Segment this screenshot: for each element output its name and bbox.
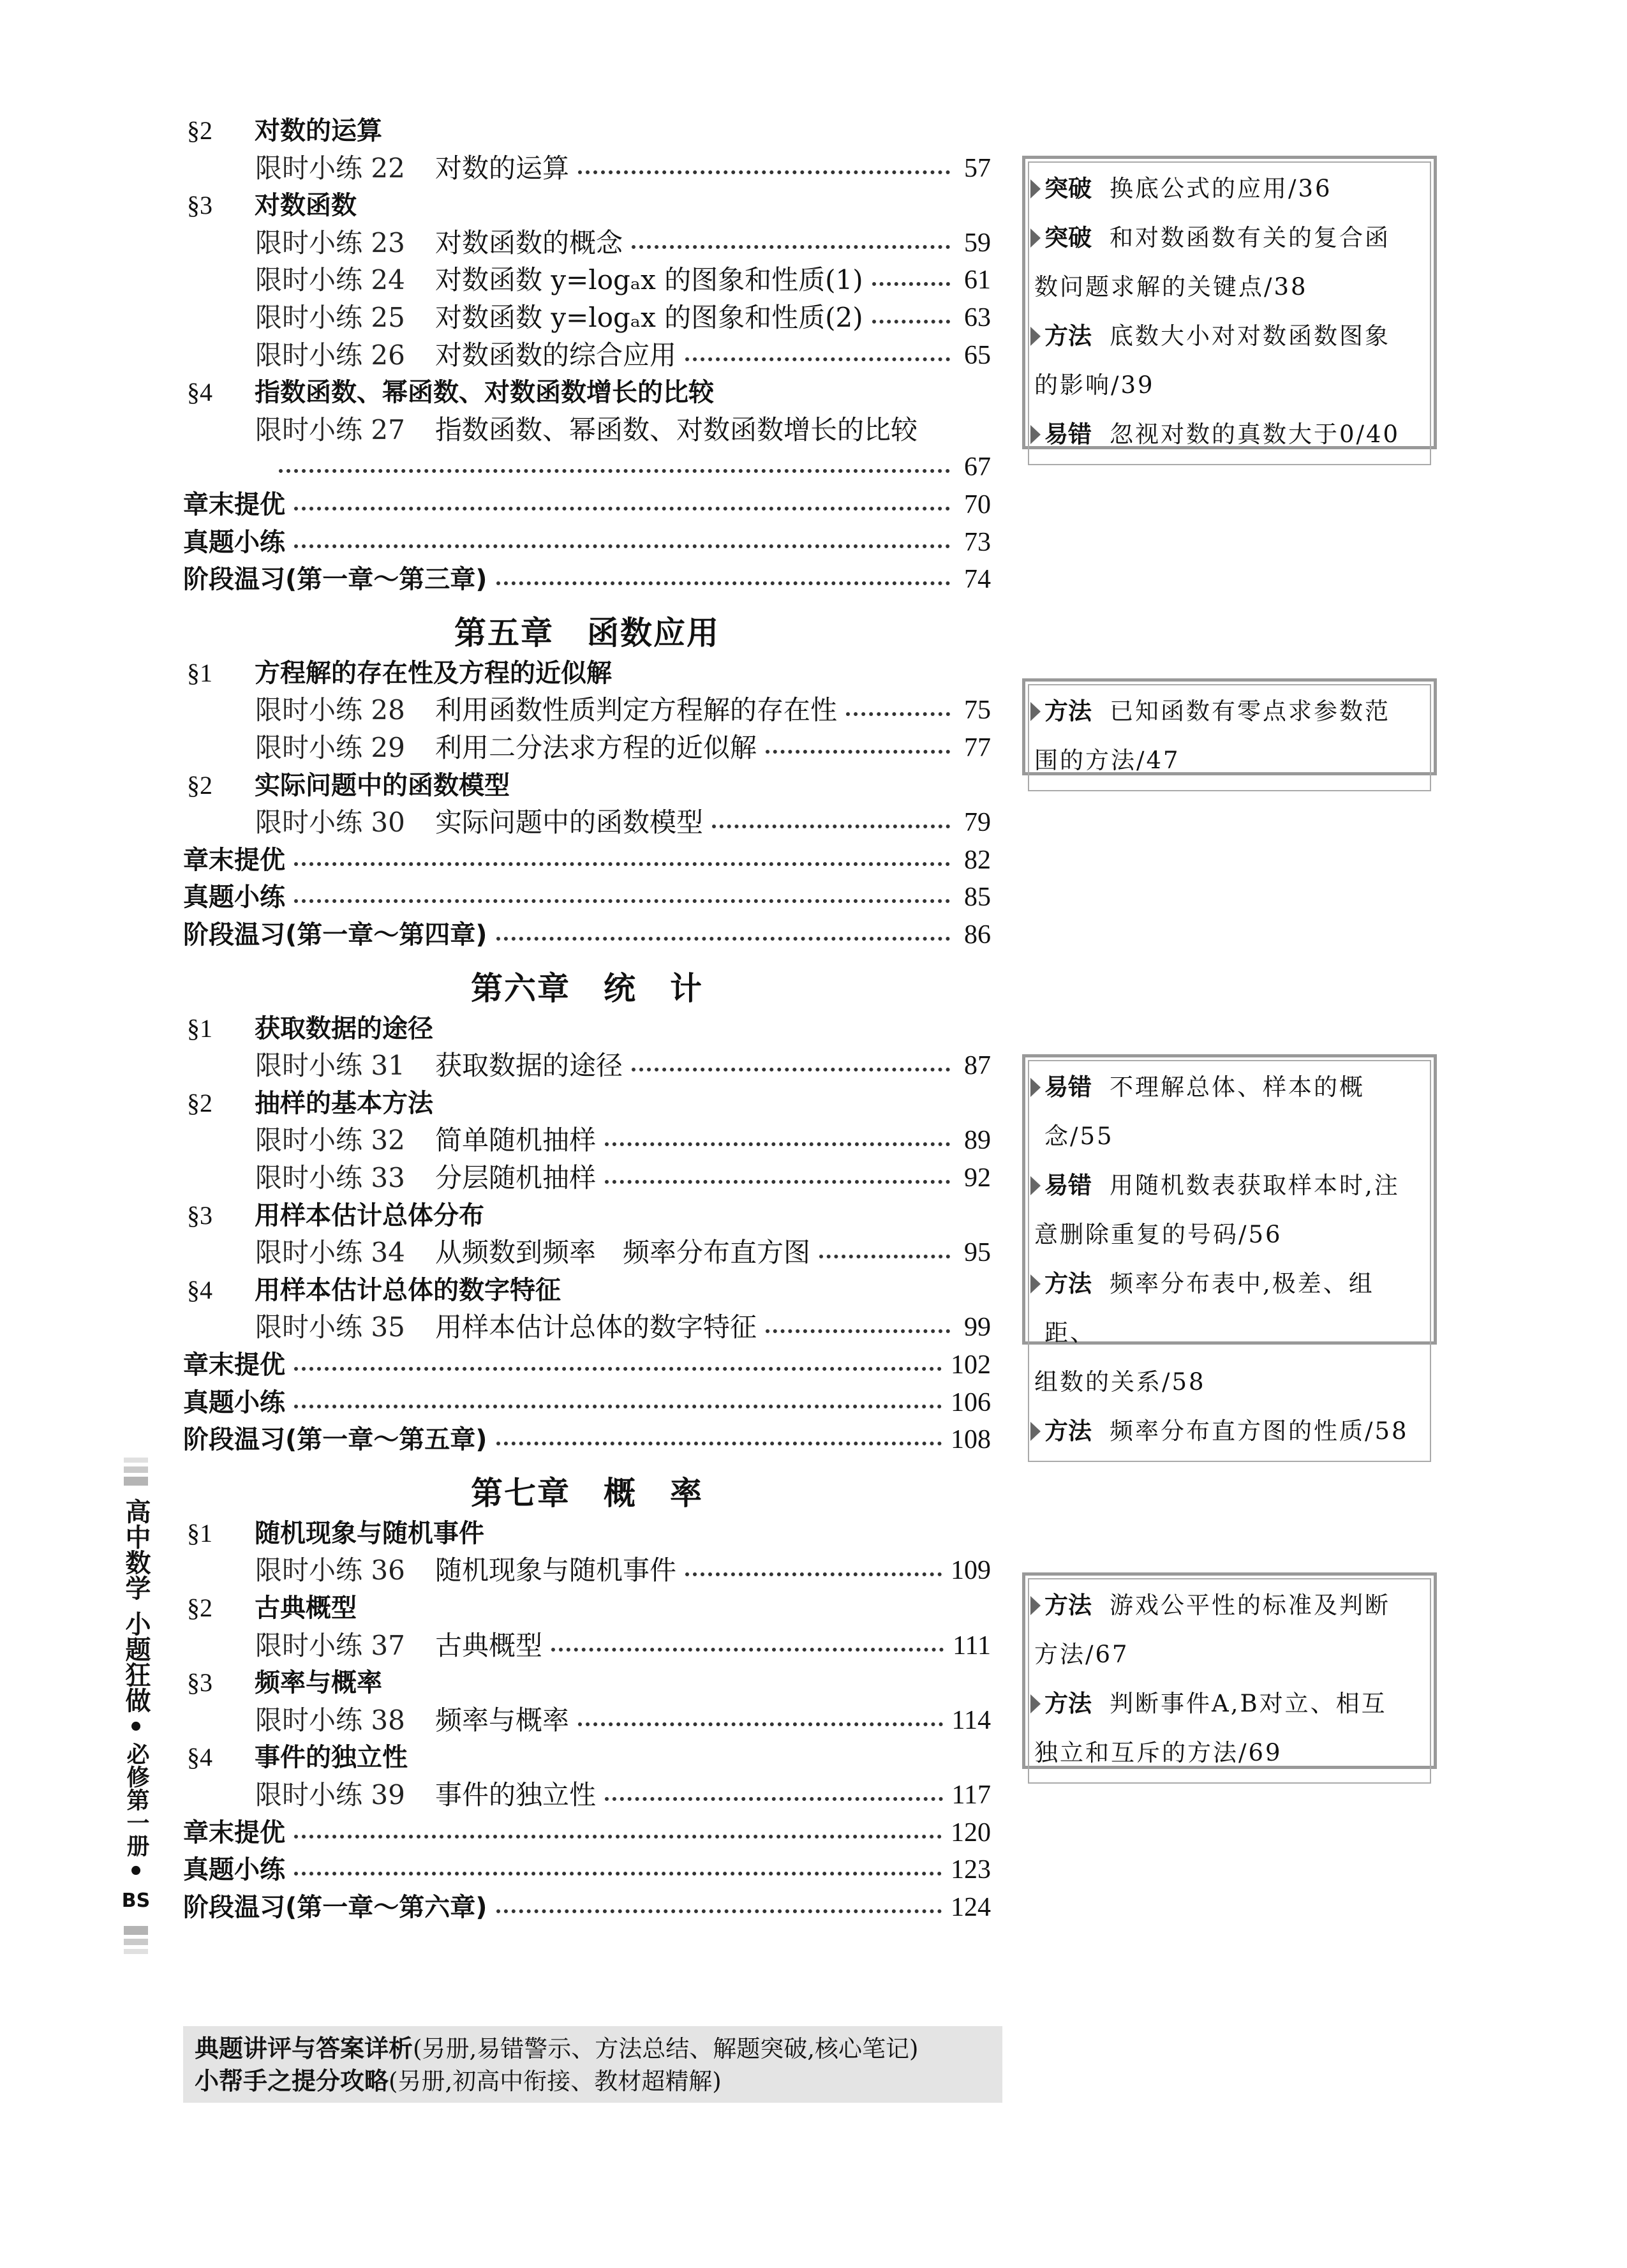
leader-dots <box>685 357 950 361</box>
tip-kind: 方法 <box>1044 1270 1092 1297</box>
leader-dots <box>294 544 950 548</box>
leader-dots <box>496 937 950 941</box>
toc-row[interactable] <box>183 1160 991 1197</box>
section-heading <box>183 1197 991 1234</box>
toc-row[interactable] <box>183 804 991 841</box>
page-number: 95 <box>964 1238 991 1268</box>
decor-bar <box>124 1949 148 1954</box>
toc-row[interactable] <box>183 1851 991 1888</box>
tip-text: 判断事件A,B对立、相互 <box>1110 1690 1387 1717</box>
summary-label: 阶段温习(第一章～第四章) <box>183 920 487 950</box>
practice-label: 限时小练 26 <box>255 339 405 371</box>
section-heading <box>183 1590 991 1627</box>
page-number: 82 <box>964 845 991 875</box>
chapter-heading <box>183 963 991 1008</box>
page-number: 63 <box>964 303 991 332</box>
leader-dots <box>766 1329 950 1333</box>
section-number: §4 <box>187 378 212 407</box>
tip-text: 不理解总体、样本的概念/55 <box>1044 1073 1365 1150</box>
practice-topic: 事件的独立性 <box>435 1779 597 1810</box>
toc-row[interactable] <box>183 916 991 953</box>
toc-row[interactable] <box>183 1384 991 1421</box>
tips-box <box>1022 1572 1437 1769</box>
toc-row[interactable] <box>183 692 991 729</box>
section-number: §1 <box>187 1518 212 1548</box>
page-number: 108 <box>951 1425 991 1455</box>
page-number: 99 <box>964 1313 991 1343</box>
tip-kind: 方法 <box>1044 322 1092 350</box>
section-number: §4 <box>187 1275 212 1304</box>
tip-text: 和对数函数有关的复合函 <box>1110 224 1390 251</box>
tip-item <box>1034 213 1425 311</box>
page-number: 59 <box>964 228 991 258</box>
tip-text: 频率分布表中,极差、组距、 <box>1044 1270 1374 1347</box>
tip-text: 换底公式的应用/36 <box>1110 175 1332 202</box>
page-number: 109 <box>951 1556 991 1586</box>
tip-item <box>1034 1406 1425 1456</box>
leader-dots <box>605 1797 943 1801</box>
tip-text: 用随机数表获取样本时,注 <box>1110 1172 1400 1199</box>
tip-item <box>1034 164 1425 213</box>
tip-item <box>1034 687 1425 785</box>
page-number: 87 <box>964 1051 991 1081</box>
toc-row[interactable] <box>183 262 991 299</box>
tip-item <box>1034 410 1425 459</box>
decor-bar <box>124 1458 148 1463</box>
practice-label: 限时小练 25 <box>255 302 405 333</box>
chapter-heading <box>183 1468 991 1512</box>
tip-item <box>1034 1581 1425 1679</box>
summary-label: 真题小练 <box>183 1855 285 1885</box>
section-title: 事件的独立性 <box>255 1743 408 1773</box>
leader-dots <box>578 1722 943 1726</box>
toc-row[interactable] <box>183 225 991 262</box>
section-title: 对数函数 <box>255 191 357 221</box>
triangle-right-icon <box>1030 1176 1041 1195</box>
toc-row[interactable] <box>183 1047 991 1084</box>
summary-label: 章末提优 <box>183 845 285 875</box>
toc-row[interactable] <box>183 842 991 879</box>
page-number: 70 <box>964 490 991 519</box>
practice-label: 限时小练 38 <box>255 1704 405 1736</box>
summary-label: 阶段温习(第一章～第三章) <box>183 565 487 595</box>
section-heading <box>183 767 991 804</box>
page-number: 61 <box>964 265 991 295</box>
supplement-line <box>195 2033 991 2065</box>
practice-topic: 用样本估计总体的数字特征 <box>435 1311 757 1343</box>
practice-label: 限时小练 23 <box>255 227 405 258</box>
chapter-title: 第七章 概 率 <box>471 1474 703 1512</box>
tip-kind: 方法 <box>1044 1592 1092 1619</box>
spine-edition: BS <box>121 1890 151 1912</box>
section-number: §2 <box>187 116 212 145</box>
page-number: 89 <box>964 1126 991 1156</box>
tip-kind: 突破 <box>1044 175 1092 202</box>
section-heading <box>183 112 991 149</box>
practice-label: 限时小练 35 <box>255 1311 405 1343</box>
decor-bar <box>124 1466 148 1473</box>
practice-label: 限时小练 31 <box>255 1050 405 1082</box>
practice-topic: 古典概型 <box>435 1629 543 1661</box>
practice-label: 限时小练 24 <box>255 264 405 296</box>
tip-text: 忽视对数的真数大于0/40 <box>1110 421 1400 448</box>
leader-dots <box>294 862 950 866</box>
tip-item <box>1034 1259 1425 1406</box>
toc-row[interactable] <box>183 1347 991 1384</box>
page-number: 79 <box>964 808 991 838</box>
spine-subject: 高中数学 <box>121 1498 151 1600</box>
toc-row[interactable] <box>183 486 991 523</box>
toc-row[interactable] <box>183 879 991 916</box>
section-heading <box>183 1664 991 1701</box>
practice-topic: 对数函数 y=logₐx 的图象和性质(1) <box>435 264 863 296</box>
leader-dots <box>551 1648 944 1652</box>
triangle-right-icon <box>1030 1596 1041 1615</box>
tip-text: 已知函数有零点求参数范 <box>1110 698 1390 725</box>
leader-dots <box>685 1572 942 1576</box>
leader-dots <box>712 824 950 828</box>
triangle-right-icon <box>1030 179 1041 198</box>
leader-dots <box>766 750 950 754</box>
page-number: 111 <box>953 1630 991 1660</box>
practice-topic: 获取数据的途径 <box>435 1050 623 1082</box>
practice-label: 限时小练 39 <box>255 1779 405 1810</box>
toc-row[interactable] <box>183 1814 991 1851</box>
spine-dot: • <box>128 1857 144 1886</box>
tip-kind: 方法 <box>1044 1690 1092 1717</box>
section-number: §3 <box>187 191 212 220</box>
section-number: §1 <box>187 658 212 687</box>
section-number: §1 <box>187 1013 212 1043</box>
practice-topic: 利用二分法求方程的近似解 <box>435 732 757 763</box>
practice-topic: 对数函数 y=logₐx 的图象和性质(2) <box>435 302 863 333</box>
page-number: 73 <box>964 527 991 557</box>
section-number: §4 <box>187 1743 212 1772</box>
supplement-title: 小帮手之提分攻略 <box>195 2067 389 2095</box>
leader-dots <box>872 320 950 324</box>
practice-label: 限时小练 37 <box>255 1629 405 1661</box>
tip-kind: 易错 <box>1044 421 1092 448</box>
triangle-right-icon <box>1030 1422 1041 1441</box>
leader-dots <box>632 1068 950 1071</box>
tip-item <box>1034 1161 1425 1259</box>
toc-row[interactable] <box>183 729 991 766</box>
page-number: 65 <box>964 340 991 370</box>
tip-item <box>1034 1063 1425 1161</box>
toc-row[interactable] <box>183 1421 991 1458</box>
section-title: 用样本估计总体的数字特征 <box>255 1275 561 1305</box>
summary-label: 真题小练 <box>183 1387 285 1417</box>
section-heading <box>183 374 991 411</box>
spine-series: 小题狂做 <box>121 1611 151 1713</box>
leader-dots <box>819 1255 950 1258</box>
page-number: 67 <box>964 452 991 482</box>
practice-topic: 简单随机抽样 <box>435 1124 597 1156</box>
summary-label: 阶段温习(第一章～第六章) <box>183 1892 487 1922</box>
section-title: 方程解的存在性及方程的近似解 <box>255 658 612 688</box>
page-number: 74 <box>964 565 991 595</box>
tips-box <box>1022 1054 1437 1445</box>
triangle-right-icon <box>1030 1274 1041 1294</box>
book-spine-title <box>120 1458 152 1958</box>
leader-dots <box>294 1405 942 1408</box>
supplement-line <box>195 2065 991 2098</box>
tip-kind: 方法 <box>1044 698 1092 725</box>
toc-row[interactable] <box>183 1777 991 1814</box>
leader-dots <box>605 1180 950 1184</box>
tip-text-continued: 围的方法/47 <box>1034 747 1180 774</box>
triangle-right-icon <box>1030 1078 1041 1097</box>
section-heading <box>183 1515 991 1552</box>
decor-bar <box>124 1926 148 1935</box>
toc-row[interactable] <box>183 299 991 336</box>
decor-bar <box>124 1939 148 1945</box>
decor-bar <box>124 1477 148 1486</box>
leader-dots <box>294 899 950 903</box>
leader-dots <box>279 469 950 473</box>
tip-text-continued: 方法/67 <box>1034 1641 1129 1668</box>
page-number: 77 <box>964 733 991 763</box>
section-heading <box>183 1010 991 1047</box>
section-title: 随机现象与随机事件 <box>255 1518 484 1548</box>
tip-text: 游戏公平性的标准及判断 <box>1110 1592 1390 1619</box>
page-number: 120 <box>951 1817 991 1847</box>
section-heading <box>183 187 991 224</box>
spine-volume: 必修第一册 <box>123 1742 149 1857</box>
section-number: §3 <box>187 1668 212 1697</box>
triangle-right-icon <box>1030 425 1041 444</box>
page-number: 85 <box>964 883 991 913</box>
summary-label: 阶段温习(第一章～第五章) <box>183 1425 487 1455</box>
leader-dots <box>605 1142 950 1146</box>
leader-dots <box>294 1872 942 1876</box>
tip-text-continued: 意删除重复的号码/56 <box>1034 1221 1282 1248</box>
leader-dots <box>294 507 950 511</box>
page-number: 92 <box>964 1163 991 1193</box>
leader-dots <box>294 1367 942 1371</box>
page-number: 123 <box>951 1855 991 1885</box>
chapter-heading <box>183 608 991 652</box>
section-number: §2 <box>187 770 212 800</box>
tip-kind: 易错 <box>1044 1172 1092 1199</box>
page-number: 75 <box>964 696 991 726</box>
summary-label: 章末提优 <box>183 1817 285 1847</box>
triangle-right-icon <box>1030 228 1041 248</box>
practice-topic: 指数函数、幂函数、对数函数增长的比较 <box>435 414 918 445</box>
summary-label: 章末提优 <box>183 1350 285 1380</box>
toc-row[interactable] <box>183 1889 991 1926</box>
toc-row[interactable] <box>183 1122 991 1159</box>
tip-text: 底数大小对对数函数图象 <box>1110 322 1390 350</box>
practice-topic: 对数函数的综合应用 <box>435 339 677 371</box>
practice-topic: 从频数到频率 频率分布直方图 <box>435 1237 811 1269</box>
section-heading <box>183 1739 991 1776</box>
toc-row[interactable] <box>183 449 991 486</box>
tip-kind: 方法 <box>1044 1417 1092 1445</box>
leader-dots <box>496 1442 942 1445</box>
chapter-title: 第六章 统 计 <box>471 969 703 1007</box>
practice-label: 限时小练 30 <box>255 807 405 839</box>
practice-topic: 对数函数的概念 <box>435 227 623 258</box>
practice-topic: 利用函数性质判定方程解的存在性 <box>435 694 838 726</box>
practice-topic: 随机现象与随机事件 <box>435 1555 677 1586</box>
leader-dots <box>632 245 950 249</box>
summary-label: 真题小练 <box>183 883 285 913</box>
tip-text-continued: 数问题求解的关键点/38 <box>1034 273 1308 301</box>
page-number: 106 <box>951 1387 991 1417</box>
section-number: §3 <box>187 1200 212 1230</box>
supplement-title: 典题讲评与答案详析 <box>195 2034 413 2063</box>
tip-item <box>1034 311 1425 410</box>
practice-label: 限时小练 22 <box>255 152 405 184</box>
summary-label: 真题小练 <box>183 527 285 557</box>
toc-row[interactable] <box>183 561 991 598</box>
triangle-right-icon <box>1030 702 1041 721</box>
practice-label: 限时小练 29 <box>255 732 405 763</box>
page-number: 86 <box>964 920 991 950</box>
summary-label: 章末提优 <box>183 490 285 519</box>
practice-topic: 频率与概率 <box>435 1704 570 1736</box>
section-title: 古典概型 <box>255 1593 357 1623</box>
practice-label: 限时小练 33 <box>255 1162 405 1193</box>
practice-topic: 分层随机抽样 <box>435 1162 597 1193</box>
section-title: 抽样的基本方法 <box>255 1088 433 1118</box>
tip-kind: 突破 <box>1044 224 1092 251</box>
toc-row[interactable] <box>183 1702 991 1739</box>
leader-dots <box>578 170 950 174</box>
supplement-note: (另册,易错警示、方法总结、解题突破,核心笔记) <box>413 2035 919 2063</box>
supplement-note: (另册,初高中衔接、教材超精解) <box>389 2068 722 2095</box>
toc-row[interactable] <box>183 1309 991 1346</box>
leader-dots <box>294 1835 942 1839</box>
practice-label: 限时小练 32 <box>255 1124 405 1156</box>
practice-topic: 实际问题中的函数模型 <box>435 807 704 839</box>
leader-dots <box>846 712 950 716</box>
page-number: 117 <box>951 1780 991 1810</box>
practice-label: 限时小练 28 <box>255 694 405 726</box>
tip-item <box>1034 1679 1425 1777</box>
supplement-notes <box>183 2026 1002 2103</box>
toc-row[interactable] <box>183 337 991 374</box>
toc-row[interactable] <box>183 412 991 449</box>
toc-row[interactable] <box>183 1234 991 1271</box>
leader-dots <box>496 581 950 585</box>
leader-dots <box>872 282 950 286</box>
section-heading <box>183 1085 991 1122</box>
page-number: 124 <box>951 1892 991 1922</box>
leader-dots <box>496 1909 942 1913</box>
toc-row[interactable] <box>183 524 991 561</box>
toc-row[interactable] <box>183 1552 991 1589</box>
tips-box <box>1022 678 1437 775</box>
page-number: 114 <box>951 1705 991 1735</box>
page-number: 102 <box>951 1350 991 1380</box>
tips-box <box>1022 156 1437 449</box>
section-title: 指数函数、幂函数、对数函数增长的比较 <box>255 378 714 408</box>
section-title: 获取数据的途径 <box>255 1013 433 1043</box>
section-heading <box>183 1272 991 1309</box>
section-number: §2 <box>187 1088 212 1117</box>
section-number: §2 <box>187 1593 212 1622</box>
tip-text-continued: 的影响/39 <box>1034 371 1155 399</box>
section-title: 用样本估计总体分布 <box>255 1200 484 1230</box>
section-title: 实际问题中的函数模型 <box>255 770 510 800</box>
tip-kind: 易错 <box>1044 1073 1092 1101</box>
tip-text-continued: 组数的关系/58 <box>1034 1368 1206 1396</box>
spine-dot: • <box>128 1713 144 1742</box>
section-heading <box>183 655 991 692</box>
toc-row[interactable] <box>183 150 991 187</box>
practice-label: 限时小练 36 <box>255 1555 405 1586</box>
page-number: 57 <box>964 153 991 183</box>
section-title: 频率与概率 <box>255 1668 382 1698</box>
triangle-right-icon <box>1030 327 1041 346</box>
practice-label: 限时小练 27 <box>255 414 405 445</box>
chapter-title: 第五章 函数应用 <box>454 614 720 652</box>
toc-row[interactable] <box>183 1627 991 1664</box>
practice-topic: 对数的运算 <box>435 152 570 184</box>
section-title: 对数的运算 <box>255 116 382 145</box>
triangle-right-icon <box>1030 1694 1041 1713</box>
tip-text-continued: 独立和互斥的方法/69 <box>1034 1739 1282 1766</box>
tip-text: 频率分布直方图的性质/58 <box>1110 1417 1409 1445</box>
practice-label: 限时小练 34 <box>255 1237 405 1269</box>
